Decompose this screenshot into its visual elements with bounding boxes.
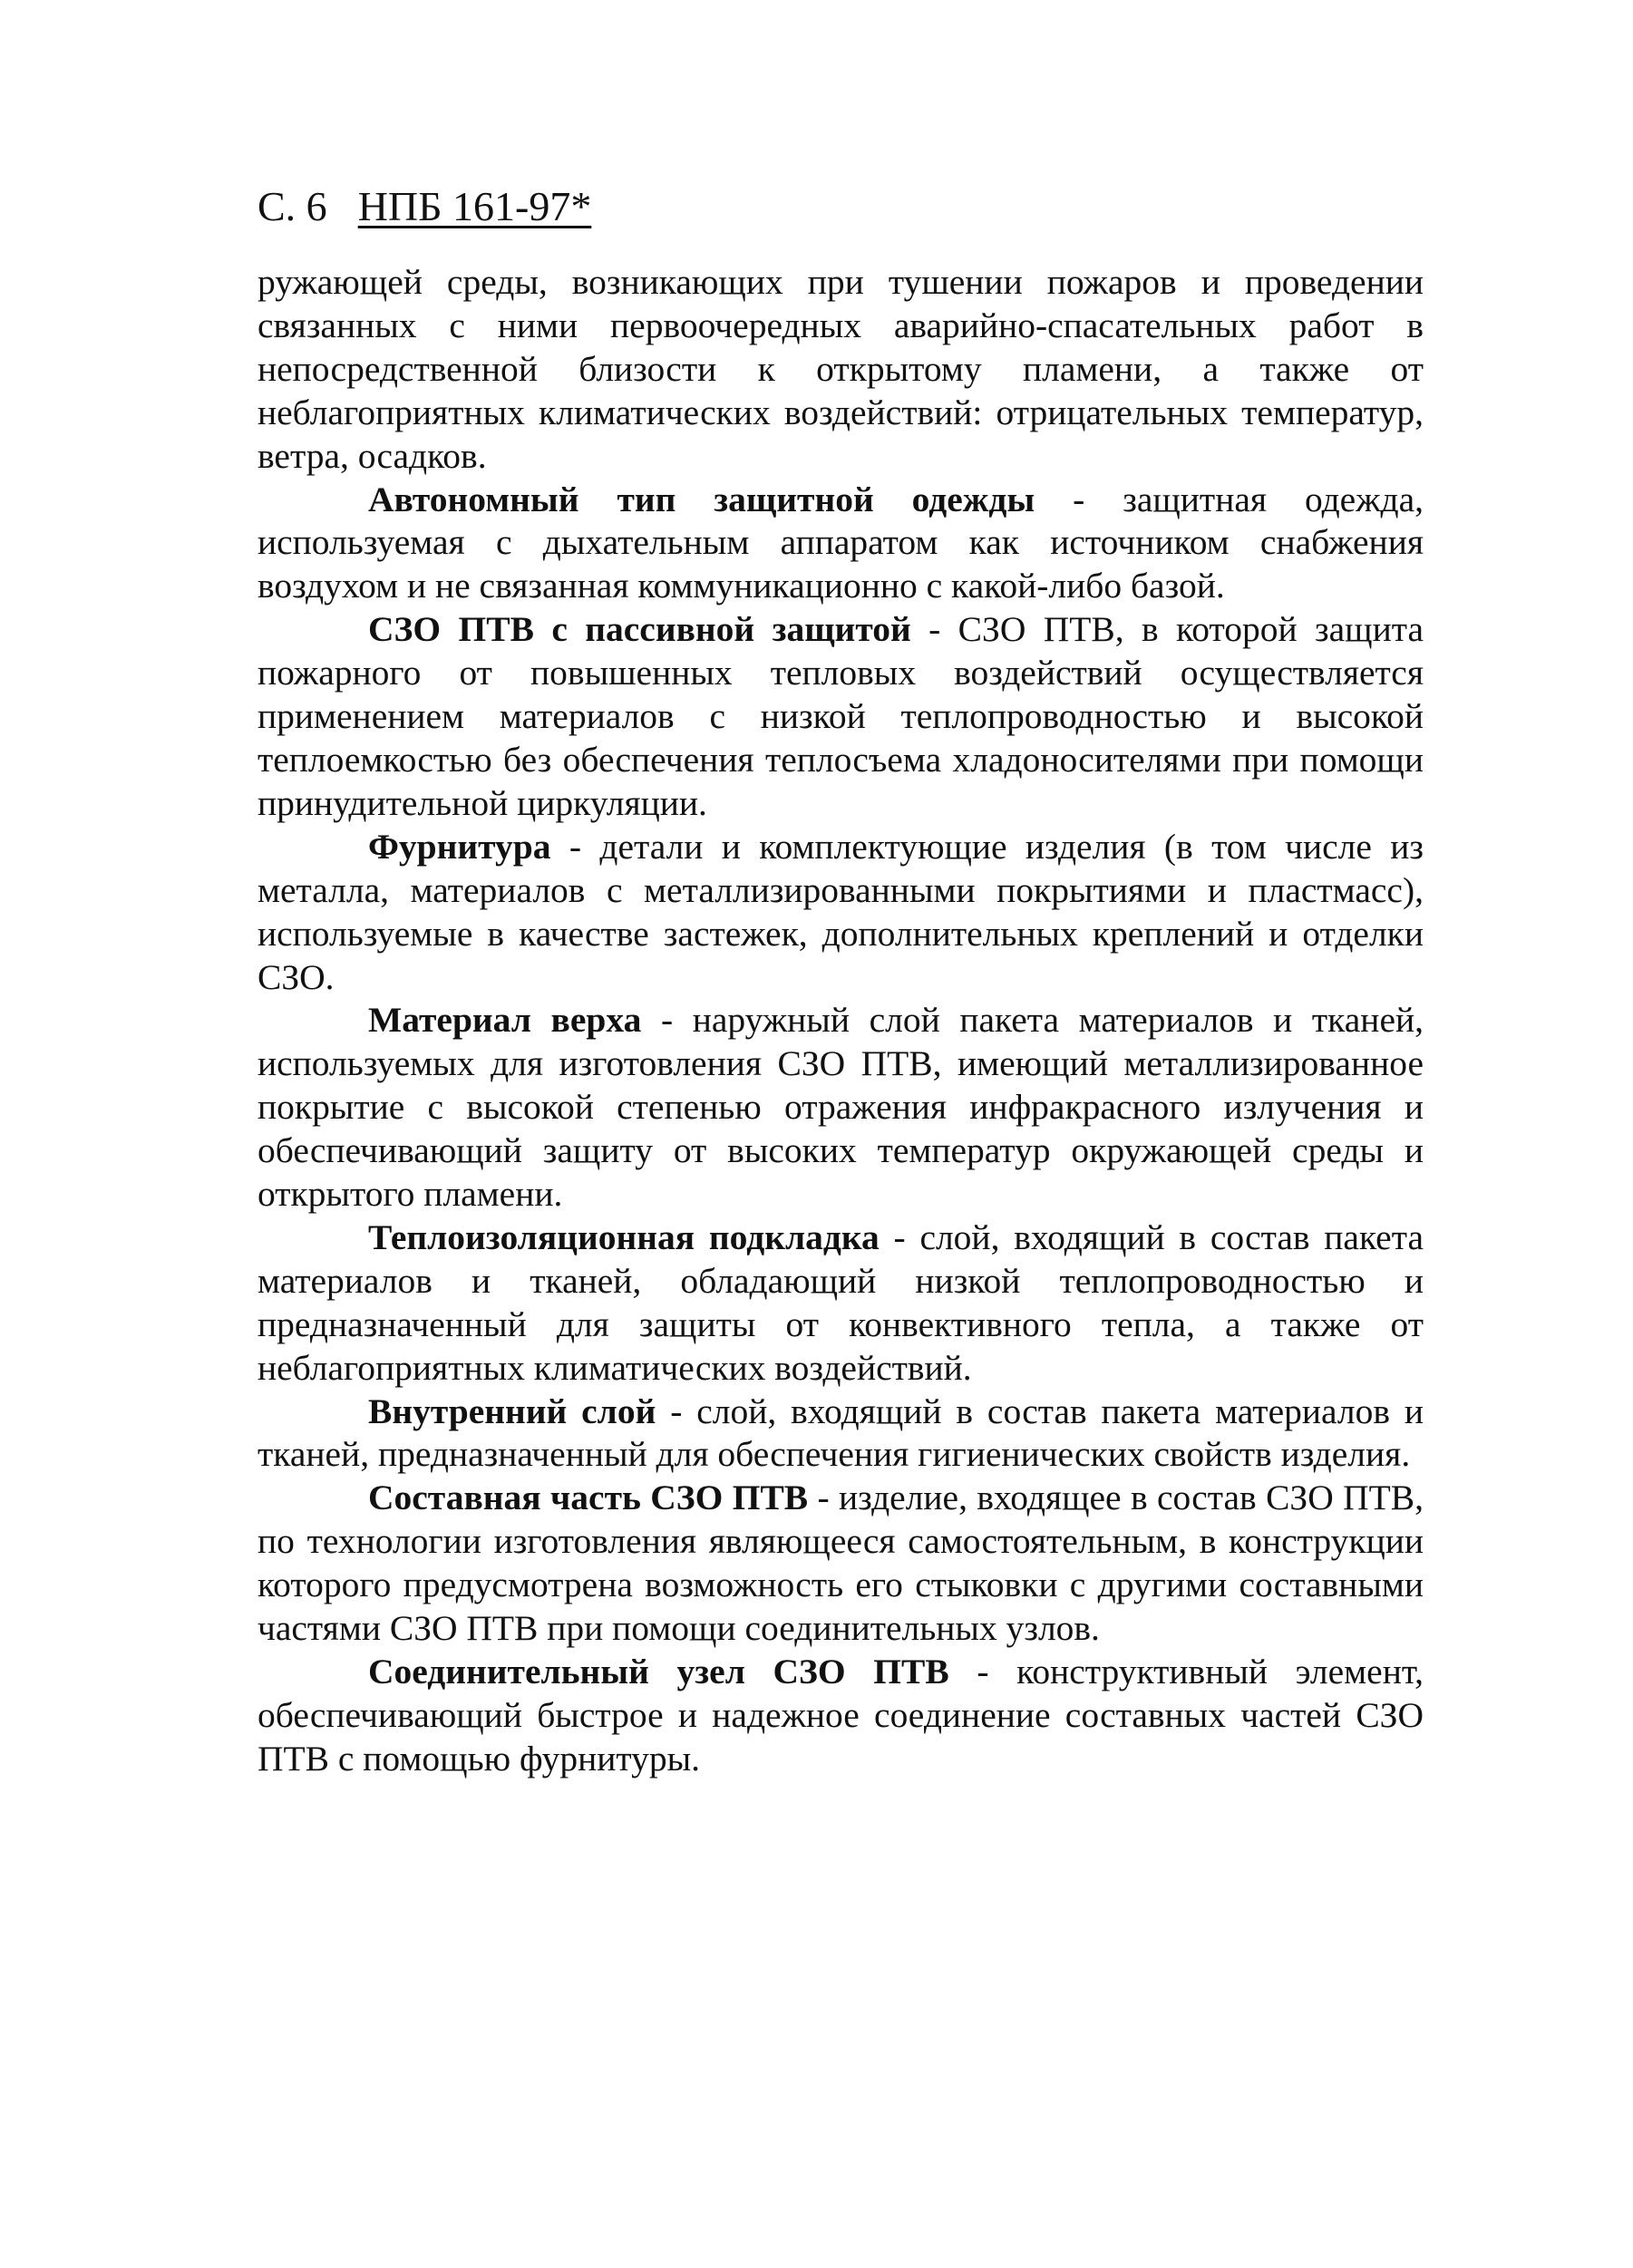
definition-text: - изделие, входящее в состав СЗО ПТВ, по технологии изготовления являющееся самостоятельным, в конструкции которого предусмотрена возможность его стыковки с другими составными частями СЗО ПТВ при помощи соединительных узлов. — [258, 1478, 1424, 1649]
paragraph-text: ружающей среды, возникающих при тушении пожаров и проведении связанных с ними первоочередных аварийно-спасательных работ в непосредственной близости к открытому пламени, а также от неблагоприятных климатических воздействий: отрицательных температур, ветра, осадков. — [258, 262, 1424, 476]
definition-connecting-unit — [258, 1651, 1424, 1781]
document-body — [258, 261, 1424, 1781]
definition-fittings — [258, 826, 1424, 1000]
term: Фурнитура — [368, 826, 551, 867]
definition-text: - слой, входящий в состав пакета материалов и тканей, обладающий низкой теплопроводностью и предназначенный для защиты от конвективного тепла, а также от неблагоприятных климатических воздействий. — [258, 1216, 1424, 1388]
term: Внутренний слой — [368, 1391, 656, 1431]
term: СЗО ПТВ с пассивной защитой — [368, 609, 911, 650]
definition-outer-material — [258, 999, 1424, 1216]
term: Материал верха — [368, 1000, 642, 1041]
page-header — [258, 181, 591, 232]
document-code: НПБ 161-97* — [357, 183, 592, 229]
definition-text: - наружный слой пакета материалов и тканей, используемых для изготовления СЗО ПТВ, имеющий металлизированное покрытие с высокой степенью отражения инфракрасного излучения и обеспечивающий защиту от высоких температур окружающей среды и открытого пламени. — [258, 1000, 1424, 1215]
definition-autonomous-type — [258, 479, 1424, 609]
definition-text: - детали и комплектующие изделия (в том числе из металла, материалов с металлизированными покрытиями и пластмасс), используемые в качестве застежек, дополнительных креплений и отделки СЗО. — [258, 826, 1424, 997]
definition-text: - СЗО ПТВ, в которой защита пожарного от повышенных тепловых воздействий осуществляется применением материалов с низкой теплопроводностью и высокой теплоемкостью без обеспечения теплосъема хладоносителями при помощи принудительной циркуляции. — [258, 609, 1424, 823]
definition-inner-layer — [258, 1391, 1424, 1478]
term: Автономный тип защитной одежды — [368, 479, 1035, 519]
definition-text: - слой, входящий в состав пакета материалов и тканей, предназначенный для обеспечения гигиенических свойств изделия. — [258, 1391, 1424, 1475]
term: Составная часть СЗО ПТВ — [368, 1478, 809, 1518]
page-number: С. 6 — [258, 183, 327, 229]
term: Теплоизоляционная подкладка — [368, 1216, 880, 1257]
paragraph-continuation — [258, 261, 1424, 479]
definition-passive-protection — [258, 608, 1424, 826]
definition-thermal-lining — [258, 1216, 1424, 1391]
definition-text: - защитная одежда, используемая с дыхательным аппаратом как источником снабжения воздухом и не связанная коммуникационно с какой-либо базой. — [258, 479, 1424, 606]
definition-component-part — [258, 1477, 1424, 1651]
term: Соединительный узел СЗО ПТВ — [368, 1652, 949, 1691]
definition-text: - конструктивный элемент, обеспечивающий быстрое и надежное соединение составных частей СЗО ПТВ с помощью фурнитуры. — [258, 1652, 1424, 1779]
